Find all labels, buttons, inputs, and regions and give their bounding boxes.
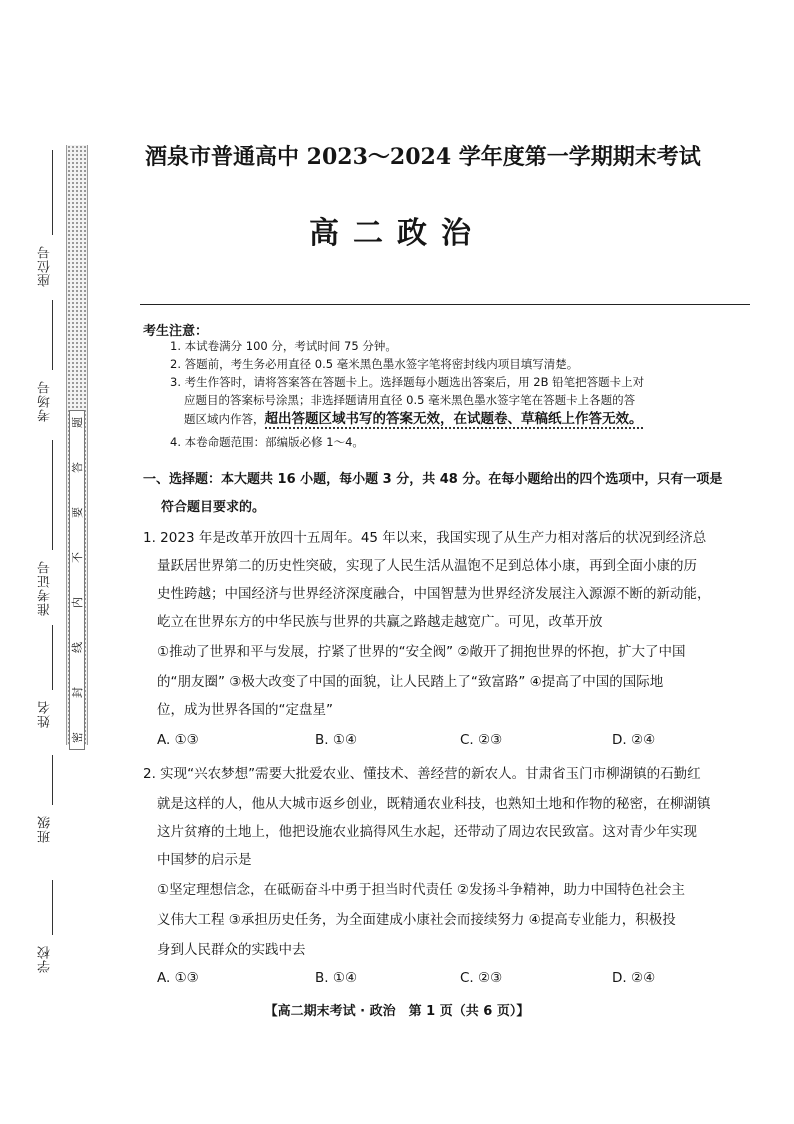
question-text: 史性跨越；中国经济与世界经济深度融合，中国智慧为世界经济发展注入源源不断的新动能， <box>157 586 711 602</box>
question-statements: 身到人民群众的实践中去 <box>157 942 306 958</box>
section-heading: 一、选择题：本大题共 16 小题，每小题 3 分，共 48 分。在每小题给出的四个选项中，只有一项是 <box>143 472 723 487</box>
exam-room-line <box>52 300 53 370</box>
option-c: C. ②③ <box>460 970 503 986</box>
seal-notice-box <box>69 410 85 750</box>
option-b: B. ①④ <box>315 970 358 986</box>
name-label: 姓名 <box>38 700 53 728</box>
question-statements: ①坚定理想信念，在砥砺奋斗中勇于担当时代责任 ②发扬斗争精神，助力中国特色社会主 <box>157 882 685 898</box>
page-footer: 【高二期末考试 · 政治 第 1 页（共 6 页）】 <box>264 1004 530 1019</box>
seal-char: 答 <box>70 462 84 473</box>
notice-item-continuation <box>184 410 643 428</box>
question-statements: 义伟大工程 ③承担历史任务，为全面建成小康社会而接续努力 ④提高专业能力，积极投 <box>157 912 676 928</box>
question-statements: ①推动了世界和平与发展，拧紧了世界的“安全阀” ②敞开了拥抱世界的怀抱，扩大了中国 <box>157 644 686 660</box>
exam-title: 酒泉市普通高中 2023～2024 学年度第一学期期末考试 <box>145 144 701 170</box>
header-rule <box>140 304 750 305</box>
question-text: 中国梦的启示是 <box>157 852 252 868</box>
notice-item-continuation: 应题目的答案标号涂黑；非选择题请用直径 0.5 毫米黑色墨水签字笔在答题卡上各题的答 <box>184 393 636 407</box>
notice-item: 1. 本试卷满分 100 分，考试时间 75 分钟。 <box>170 339 397 353</box>
option-b: B. ①④ <box>315 732 358 748</box>
question-text: 量跃居世界第二的历史性突破，实现了人民生活从温饱不足到总体小康，再到全面小康的历 <box>157 558 697 574</box>
option-c: C. ②③ <box>460 732 503 748</box>
question-text: 1. 2023 年是改革开放四十五周年。45 年以来，我国实现了从生产力相对落后的状况到经济总 <box>143 530 707 546</box>
section-heading-cont: 符合题目要求的。 <box>161 500 266 515</box>
exam-room-label: 考场号 <box>38 380 53 422</box>
option-a: A. ①③ <box>157 732 199 748</box>
notice-text: 题区域内作答， <box>184 412 265 426</box>
notice-item: 3. 考生作答时，请将答案答在答题卡上。选择题每小题选出答案后，用 2B 铅笔把答题卡上对 <box>170 375 645 389</box>
subject-title: 高二政治 <box>309 216 485 251</box>
notice-item: 4. 本卷命题范围：部编版必修 1～4。 <box>170 435 364 449</box>
option-a: A. ①③ <box>157 970 199 986</box>
question-text: 就是这样的人，他从大城市返乡创业，既精通农业科技，也熟知土地和作物的秘密，在柳湖镇 <box>157 796 711 812</box>
class-line <box>52 755 53 805</box>
notice-emphasis: 超出答题区域书写的答案无效，在试题卷、草稿纸上作答无效。 <box>264 411 643 427</box>
question-text: 2. 实现“兴农梦想”需要大批爱农业、懂技术、善经营的新农人。甘肃省玉门市柳湖镇的石勤红 <box>143 766 701 782</box>
class-label: 班级 <box>38 815 53 843</box>
notice-heading: 考生注意： <box>143 324 209 339</box>
seal-char: 要 <box>70 507 84 518</box>
seal-char: 密 <box>70 732 84 743</box>
option-d: D. ②④ <box>612 970 656 986</box>
admission-number-line <box>52 440 53 550</box>
question-statements: 的“朋友圈” ③极大改变了中国的面貌，让人民踏上了“致富路” ④提高了中国的国际地 <box>157 674 664 690</box>
seal-char: 封 <box>70 687 84 698</box>
admission-number-label: 准考证号 <box>38 560 53 616</box>
seal-char: 题 <box>70 417 84 428</box>
school-line <box>52 880 53 935</box>
question-statements: 位，成为世界各国的“定盘星” <box>157 702 333 718</box>
seat-number-label: 座位号 <box>38 245 53 287</box>
question-text: 屹立在世界东方的中华民族与世界的共赢之路越走越宽广。可见，改革开放 <box>157 614 603 630</box>
notice-item: 2. 答题前，考生务必用直径 0.5 毫米黑色墨水签字笔将密封线内项目填写清楚。 <box>170 357 579 371</box>
seal-char: 线 <box>70 642 84 653</box>
question-text: 这片贫瘠的土地上，他把设施农业搞得风生水起，还带动了周边农民致富。这对青少年实现 <box>157 824 697 840</box>
option-d: D. ②④ <box>612 732 656 748</box>
name-line <box>52 625 53 690</box>
school-label: 学校 <box>38 945 53 973</box>
seal-char: 内 <box>70 597 84 608</box>
seal-char: 不 <box>70 552 84 563</box>
